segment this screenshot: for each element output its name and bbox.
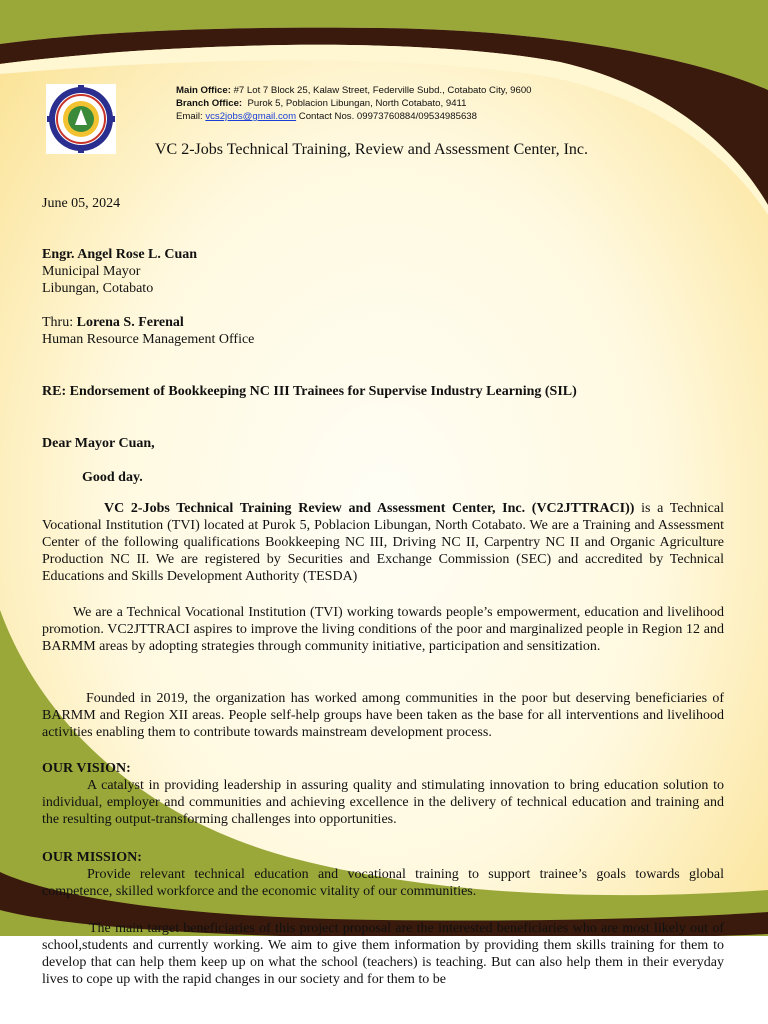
branch-office-label: Branch Office: (176, 98, 243, 109)
email-label: Email: (176, 111, 203, 122)
organization-logo (46, 84, 116, 154)
thru-label: Thru: (42, 315, 74, 330)
email-link[interactable]: vcs2jobs@gmail.com (205, 111, 297, 122)
mission-heading: OUR MISSION: (42, 850, 142, 865)
intro-text: is a Technical Vocational Institution (TVI) located at Purok 5, Poblacion Libungan, North Cotabato. We are a Training and Assessment Center of the following qualifications Bookkeeping NC III, Driving NC II, Carpentry NC II and Organic Agriculture Production NC II. We are registered by Securities and Exchange Commission (SEC) and accredited by Technical Educations and Skills Development Authority (TESDA) (42, 501, 724, 584)
subject-line: RE: Endorsement of Bookkeeping NC III Trainees for Supervise Industry Learning (SIL) (42, 384, 577, 399)
paragraph-beneficiaries: The main target beneficiaries of this project proposal are the interested beneficiaries who are most likely out of school,students and currently working. We aim to give them information by providing them skills training for them to develop that can help them keep up on what the school (teachers) is teaching. But can also help them in their everyday lives to cope up with the rapid changes in our society and for them to be (42, 921, 724, 987)
paragraph-tvi: We are a Technical Vocational Institution (TVI) working towards people’s empowerment, education and livelihood promotion. VC2JTTRACI aspires to improve the living conditions of the poor and marginalized people in Region 12 and BARMM areas by adopting strategies through community initiative, participation and sensitization. (42, 605, 724, 654)
thru-office: Human Resource Management Office (42, 332, 255, 347)
main-office-label: Main Office: (176, 85, 231, 96)
branch-office-address: Purok 5, Poblacion Libungan, North Cotabato, 9411 (247, 98, 467, 109)
paragraph-founded: Founded in 2019, the organization has worked among communities in the poor but deserving beneficiaries of BARMM and Region XII areas. People self-help groups have been taken as the base for all interventions and livelihood activities enabling them to contribute towards mainstream development process. (42, 691, 724, 740)
intro-org-bold: VC 2-Jobs Technical Training Review and Assessment Center, Inc. (VC2JTTRACI)) (104, 501, 635, 516)
vision-text: A catalyst in providing leadership in assuring quality and stimulating innovation to bring education solution to individual, employer and communities and achieving excellence in the delivery of technical education and training and the resulting output-transforming challenges into opportunities. (42, 778, 724, 827)
thru-name: Lorena S. Ferenal (76, 315, 184, 330)
paragraph-intro (42, 500, 724, 585)
contact-line (176, 110, 477, 123)
recipient-title: Municipal Mayor (42, 264, 141, 279)
recipient-name: Engr. Angel Rose L. Cuan (42, 247, 198, 262)
recipient-place: Libungan, Cotabato (42, 281, 154, 296)
salutation: Dear Mayor Cuan, (42, 436, 155, 451)
branch-office-line (176, 97, 466, 110)
mission-text: Provide relevant technical education and vocational training to support trainee’s goals towards global competence, skilled workforce and the economic vitality of our communities. (42, 867, 724, 899)
thru-line (42, 314, 184, 331)
main-office-address: #7 Lot 7 Block 25, Kalaw Street, Federville Subd., Cotabato City, 9600 (233, 85, 532, 96)
organization-name: VC 2-Jobs Technical Training, Review and Assessment Center, Inc. (155, 141, 588, 158)
letter-date: June 05, 2024 (42, 196, 121, 211)
greeting: Good day. (82, 470, 143, 485)
contact-numbers: Contact Nos. 09973760884/09534985638 (298, 111, 477, 122)
vision-heading: OUR VISION: (42, 761, 131, 776)
main-office-line (176, 84, 532, 97)
